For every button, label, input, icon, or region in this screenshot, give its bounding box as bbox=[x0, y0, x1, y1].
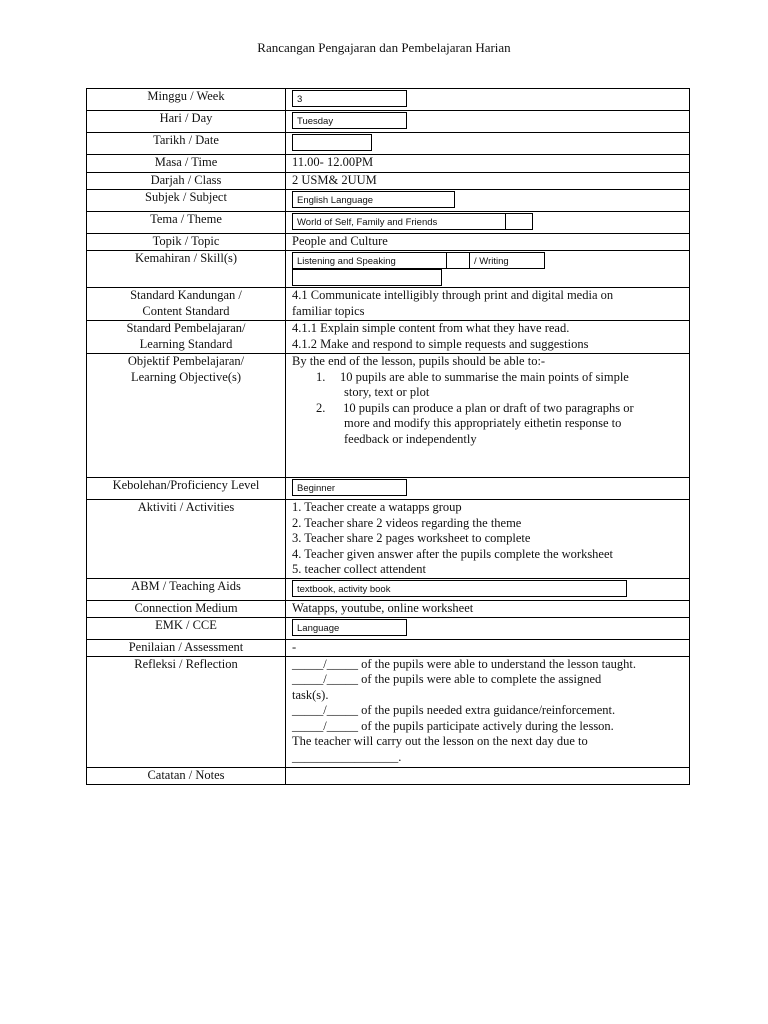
activity-item: 4. Teacher given answer after the pupils complete the worksheet bbox=[292, 546, 613, 561]
theme-value-cell bbox=[286, 212, 690, 234]
row-objective bbox=[87, 354, 690, 478]
medium-value: Watapps, youtube, online worksheet bbox=[286, 600, 690, 617]
activities-value bbox=[286, 500, 690, 579]
day-field[interactable]: Tuesday bbox=[292, 112, 407, 129]
date-label: Tarikh / Date bbox=[87, 133, 286, 155]
document-title: Rancangan Pengajaran dan Pembelajaran Harian bbox=[257, 40, 511, 55]
assessment-value: - bbox=[286, 639, 690, 656]
content-standard-label: Standard Kandungan / Content Standard bbox=[87, 288, 286, 321]
emk-field[interactable]: Language bbox=[292, 619, 407, 636]
learning-standard-label: Standard Pembelajaran/ Learning Standard bbox=[87, 321, 286, 354]
day-label: Hari / Day bbox=[87, 111, 286, 133]
reflection-line: _____/_____ of the pupils were able to understand the lesson taught. bbox=[292, 656, 637, 671]
emk-value-cell bbox=[286, 617, 690, 639]
emk-label: EMK / CCE bbox=[87, 617, 286, 639]
activity-item: 5. teacher collect attendent bbox=[292, 562, 426, 576]
proficiency-label: Kebolehan/Proficiency Level bbox=[87, 478, 286, 500]
reflection-line: task(s). bbox=[292, 687, 329, 702]
aids-value-cell bbox=[286, 578, 690, 600]
theme-field[interactable]: World of Self, Family and Friends bbox=[292, 213, 506, 230]
row-assessment bbox=[87, 639, 690, 656]
skill-field-2[interactable]: / Writing bbox=[469, 252, 545, 269]
activity-item: 2. Teacher share 2 videos regarding the theme bbox=[292, 515, 522, 530]
activities-label: Aktiviti / Activities bbox=[87, 500, 286, 579]
row-content-standard bbox=[87, 288, 690, 321]
row-medium bbox=[87, 600, 690, 617]
row-learning-standard bbox=[87, 321, 690, 354]
date-field[interactable] bbox=[292, 134, 372, 151]
theme-extra-field[interactable] bbox=[505, 213, 533, 230]
objective-item: 2. 2. 10 pupils can produce a plan or draft of two paragraphs or more and modify this appropriately eithetin response to feedback or independently bbox=[338, 401, 689, 448]
skill-field-3[interactable] bbox=[292, 269, 442, 286]
topic-label: Topik / Topic bbox=[87, 234, 286, 251]
row-notes bbox=[87, 767, 690, 784]
objective-intro: By the end of the lesson, pupils should be able to:- bbox=[292, 354, 546, 368]
week-field[interactable]: 3 bbox=[292, 90, 407, 107]
proficiency-field[interactable]: Beginner bbox=[292, 479, 407, 496]
date-value-cell bbox=[286, 133, 690, 155]
class-label: Darjah / Class bbox=[87, 173, 286, 190]
row-day bbox=[87, 111, 690, 133]
row-theme bbox=[87, 212, 690, 234]
row-time bbox=[87, 155, 690, 173]
reflection-label: Refleksi / Reflection bbox=[87, 656, 286, 767]
assessment-label: Penilaian / Assessment bbox=[87, 639, 286, 656]
class-value: 2 USM& 2UUM bbox=[286, 173, 690, 190]
reflection-value bbox=[286, 656, 690, 767]
row-proficiency bbox=[87, 478, 690, 500]
row-reflection bbox=[87, 656, 690, 767]
objective-item: 1. 1. 10 pupils are able to summarise the main points of simple story, text or plot bbox=[338, 370, 689, 401]
objective-list bbox=[292, 370, 689, 448]
learning-standard-value: 4.1.1 Explain simple content from what they have read. 4.1.2 Make and respond to simple requests and suggestions bbox=[286, 321, 690, 354]
aids-field[interactable]: textbook, activity book bbox=[292, 580, 627, 597]
activity-item: 1. Teacher create a watapps group bbox=[292, 500, 462, 514]
subject-value-cell bbox=[286, 190, 690, 212]
activity-item: 3. Teacher share 2 pages worksheet to complete bbox=[292, 531, 531, 545]
week-label: Minggu / Week bbox=[87, 89, 286, 111]
row-week bbox=[87, 89, 690, 111]
row-class bbox=[87, 173, 690, 190]
notes-value[interactable] bbox=[286, 767, 690, 784]
reflection-line: _____/_____ of the pupils were able to complete the assigned bbox=[292, 672, 602, 686]
row-activities bbox=[87, 500, 690, 579]
row-emk bbox=[87, 617, 690, 639]
row-date bbox=[87, 133, 690, 155]
aids-label: ABM / Teaching Aids bbox=[87, 578, 286, 600]
reflection-line: _____/_____ of the pupils participate actively during the lesson. bbox=[292, 718, 614, 733]
theme-label: Tema / Theme bbox=[87, 212, 286, 234]
reflection-line: _____/_____ of the pupils needed extra guidance/reinforcement. bbox=[292, 703, 616, 717]
skill-value-cell bbox=[286, 251, 690, 288]
topic-value: People and Culture bbox=[286, 234, 690, 251]
skill-label: Kemahiran / Skill(s) bbox=[87, 251, 286, 288]
medium-label: Connection Medium bbox=[87, 600, 286, 617]
lesson-plan-table bbox=[86, 88, 690, 785]
subject-label: Subjek / Subject bbox=[87, 190, 286, 212]
objective-value bbox=[286, 354, 690, 478]
time-label: Masa / Time bbox=[87, 155, 286, 173]
notes-label: Catatan / Notes bbox=[87, 767, 286, 784]
subject-field[interactable]: English Language bbox=[292, 191, 455, 208]
content-standard-value: 4.1 Communicate intelligibly through print and digital media on familiar topics bbox=[286, 288, 690, 321]
day-value-cell bbox=[286, 111, 690, 133]
proficiency-value-cell bbox=[286, 478, 690, 500]
time-value: 11.00- 12.00PM bbox=[286, 155, 690, 173]
skill-field-1[interactable]: Listening and Speaking bbox=[292, 252, 447, 269]
reflection-line: The teacher will carry out the lesson on the next day due to bbox=[292, 734, 588, 748]
skill-field-spacer[interactable] bbox=[446, 252, 470, 269]
row-aids bbox=[87, 578, 690, 600]
row-skill bbox=[87, 251, 690, 288]
reflection-line: _________________. bbox=[292, 749, 402, 764]
row-subject bbox=[87, 190, 690, 212]
week-value-cell bbox=[286, 89, 690, 111]
row-topic bbox=[87, 234, 690, 251]
objective-label: Objektif Pembelajaran/ Learning Objective(s) bbox=[87, 354, 286, 478]
